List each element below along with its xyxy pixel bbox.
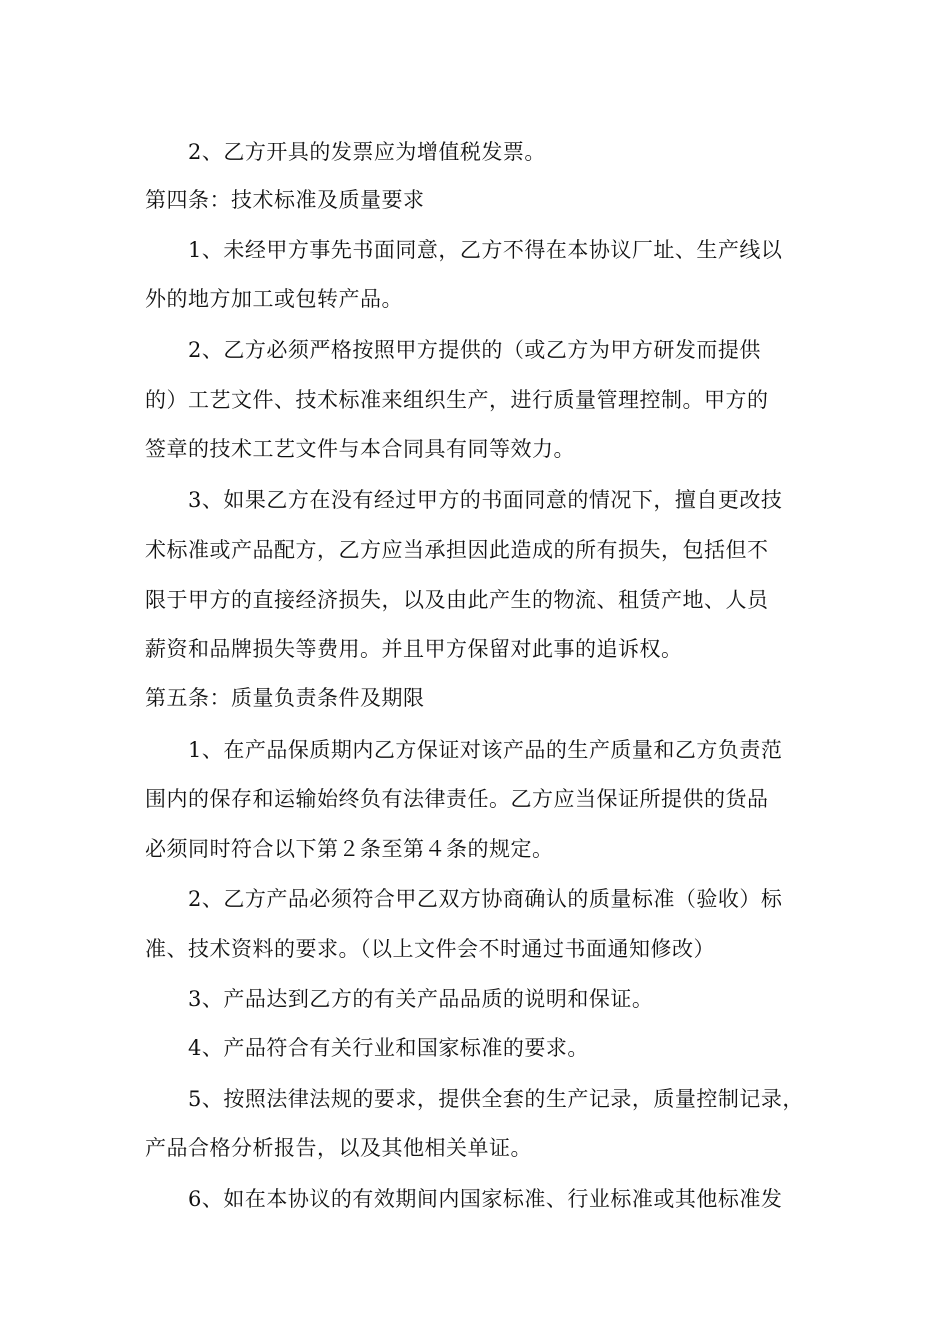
paragraph-line: 2、乙方开具的发票应为增值税发票。	[188, 140, 546, 164]
paragraph-line: 限于甲方的直接经济损失，以及由此产生的物流、租赁产地、人员	[145, 588, 769, 612]
paragraph-line: 4、产品符合有关行业和国家标准的要求。	[188, 1036, 589, 1060]
section-heading: 第四条：技术标准及质量要求	[145, 188, 425, 212]
paragraph-line: 的）工艺文件、技术标准来组织生产，进行质量管理控制。甲方的	[145, 388, 769, 412]
section-heading: 第五条：质量负责条件及期限	[145, 686, 425, 710]
paragraph-line: 3、如果乙方在没有经过甲方的书面同意的情况下，擅自更改技	[188, 488, 783, 512]
paragraph-line: 1、未经甲方事先书面同意，乙方不得在本协议厂址、生产线以	[188, 238, 783, 262]
paragraph-line: 5、按照法律法规的要求，提供全套的生产记录，质量控制记录，	[188, 1087, 804, 1111]
paragraph-line: 3、产品达到乙方的有关产品品质的说明和保证。	[188, 987, 654, 1011]
paragraph-line: 1、在产品保质期内乙方保证对该产品的生产质量和乙方负责范	[188, 738, 783, 762]
paragraph-line: 术标准或产品配方，乙方应当承担因此造成的所有损失，包括但不	[145, 538, 769, 562]
paragraph-line: 产品合格分析报告，以及其他相关单证。	[145, 1136, 532, 1160]
paragraph-line: 2、乙方产品必须符合甲乙双方协商确认的质量标准（验收）标	[188, 887, 783, 911]
paragraph-line: 准、技术资料的要求。（以上文件会不时通过书面通知修改）	[145, 937, 715, 961]
paragraph-line: 6、如在本协议的有效期间内国家标准、行业标准或其他标准发	[188, 1187, 783, 1211]
paragraph-line: 必须同时符合以下第２条至第４条的规定。	[145, 837, 554, 861]
paragraph-line: 2、乙方必须严格按照甲方提供的（或乙方为甲方研发而提供	[188, 338, 761, 362]
paragraph-line: 围内的保存和运输始终负有法律责任。乙方应当保证所提供的货品	[145, 787, 769, 811]
paragraph-line: 薪资和品牌损失等费用。并且甲方保留对此事的追诉权。	[145, 637, 683, 661]
paragraph-line: 签章的技术工艺文件与本合同具有同等效力。	[145, 437, 575, 461]
paragraph-line: 外的地方加工或包转产品。	[145, 287, 403, 311]
